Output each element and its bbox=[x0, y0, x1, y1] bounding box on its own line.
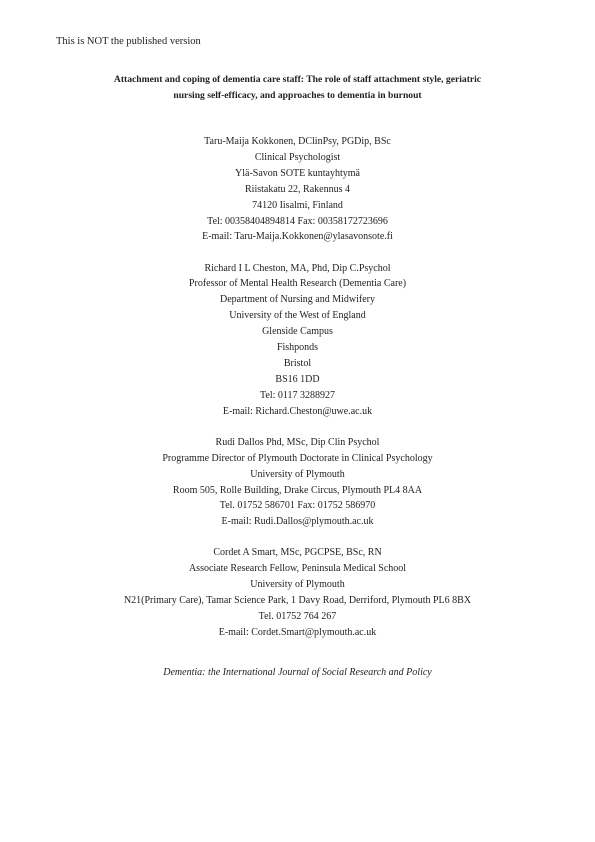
author-address: Glenside Campus bbox=[262, 326, 333, 338]
author-address: N21(Primary Care), Tamar Science Park, 1 Davy Road, Derriford, Plymouth PL6 8BX bbox=[123, 595, 472, 607]
author-role: Programme Director of Plymouth Doctorate in Clinical Psychology bbox=[162, 452, 433, 464]
author-affiliation: Ylä-Savon SOTE kuntayhtymä bbox=[235, 167, 360, 179]
author-block-smart bbox=[60, 545, 535, 640]
author-email: E-mail: Richard.Cheston@uwe.ac.uk bbox=[222, 405, 373, 417]
author-name: Rudi Dallos Phd, MSc, Dip Clin Psychol bbox=[215, 436, 380, 448]
author-phone: Tel: 0117 3288927 bbox=[259, 389, 336, 401]
author-phone: Tel. 01752 586701 Fax: 01752 586970 bbox=[219, 500, 376, 512]
author-role: Professor of Mental Health Research (Dementia Care) bbox=[188, 278, 407, 290]
paper-title bbox=[40, 72, 555, 103]
author-affiliation: University of the West of England bbox=[229, 310, 366, 322]
version-notice: This is NOT the published version bbox=[56, 36, 201, 47]
author-affiliation: Department of Nursing and Midwifery bbox=[220, 294, 375, 306]
author-name: Cordet A Smart, MSc, PGCPSE, BSc, RN bbox=[213, 547, 382, 559]
author-block-cheston bbox=[60, 261, 535, 420]
author-address: Room 505, Rolle Building, Drake Circus, Plymouth PL4 8AA bbox=[172, 484, 423, 496]
author-phone: Tel: 00358404894814 Fax: 00358172723696 bbox=[207, 215, 388, 227]
author-email: E-mail: Cordet.Smart@plymouth.ac.uk bbox=[218, 626, 377, 638]
author-block-dallos bbox=[60, 435, 535, 530]
author-role: Clinical Psychologist bbox=[254, 151, 341, 163]
author-affiliation: University of Plymouth bbox=[250, 579, 345, 591]
author-address: Bristol bbox=[283, 357, 312, 369]
author-role: Associate Research Fellow, Peninsula Medical School bbox=[188, 563, 407, 575]
author-email: E-mail: Rudi.Dallos@plymouth.ac.uk bbox=[221, 516, 374, 528]
author-address: BS16 1DD bbox=[275, 373, 320, 385]
author-address: Riistakatu 22, Rakennus 4 bbox=[245, 183, 350, 195]
author-name: Taru-Maija Kokkonen, DClinPsy, PGDip, BSc bbox=[204, 136, 391, 147]
author-address: 74120 Iisalmi, Finland bbox=[252, 199, 343, 211]
author-address: Fishponds bbox=[276, 342, 319, 354]
author-name: Richard I L Cheston, MA, Phd, Dip C.Psychol bbox=[204, 262, 391, 274]
title-line: nursing self-efficacy, and approaches to dementia in burnout bbox=[173, 89, 422, 101]
title-line: Attachment and coping of dementia care staff: The role of staff attachment style, geriatric bbox=[113, 74, 482, 85]
author-phone: Tel. 01752 764 267 bbox=[258, 611, 337, 623]
author-affiliation: University of Plymouth bbox=[250, 468, 345, 480]
journal-name: Dementia: the International Journal of Social Research and Policy bbox=[163, 667, 432, 678]
author-email: E-mail: Taru-Maija.Kokkonen@ylasavonsote.fi bbox=[202, 231, 393, 243]
author-block-kokkonen bbox=[60, 134, 535, 245]
author-list bbox=[60, 134, 535, 656]
